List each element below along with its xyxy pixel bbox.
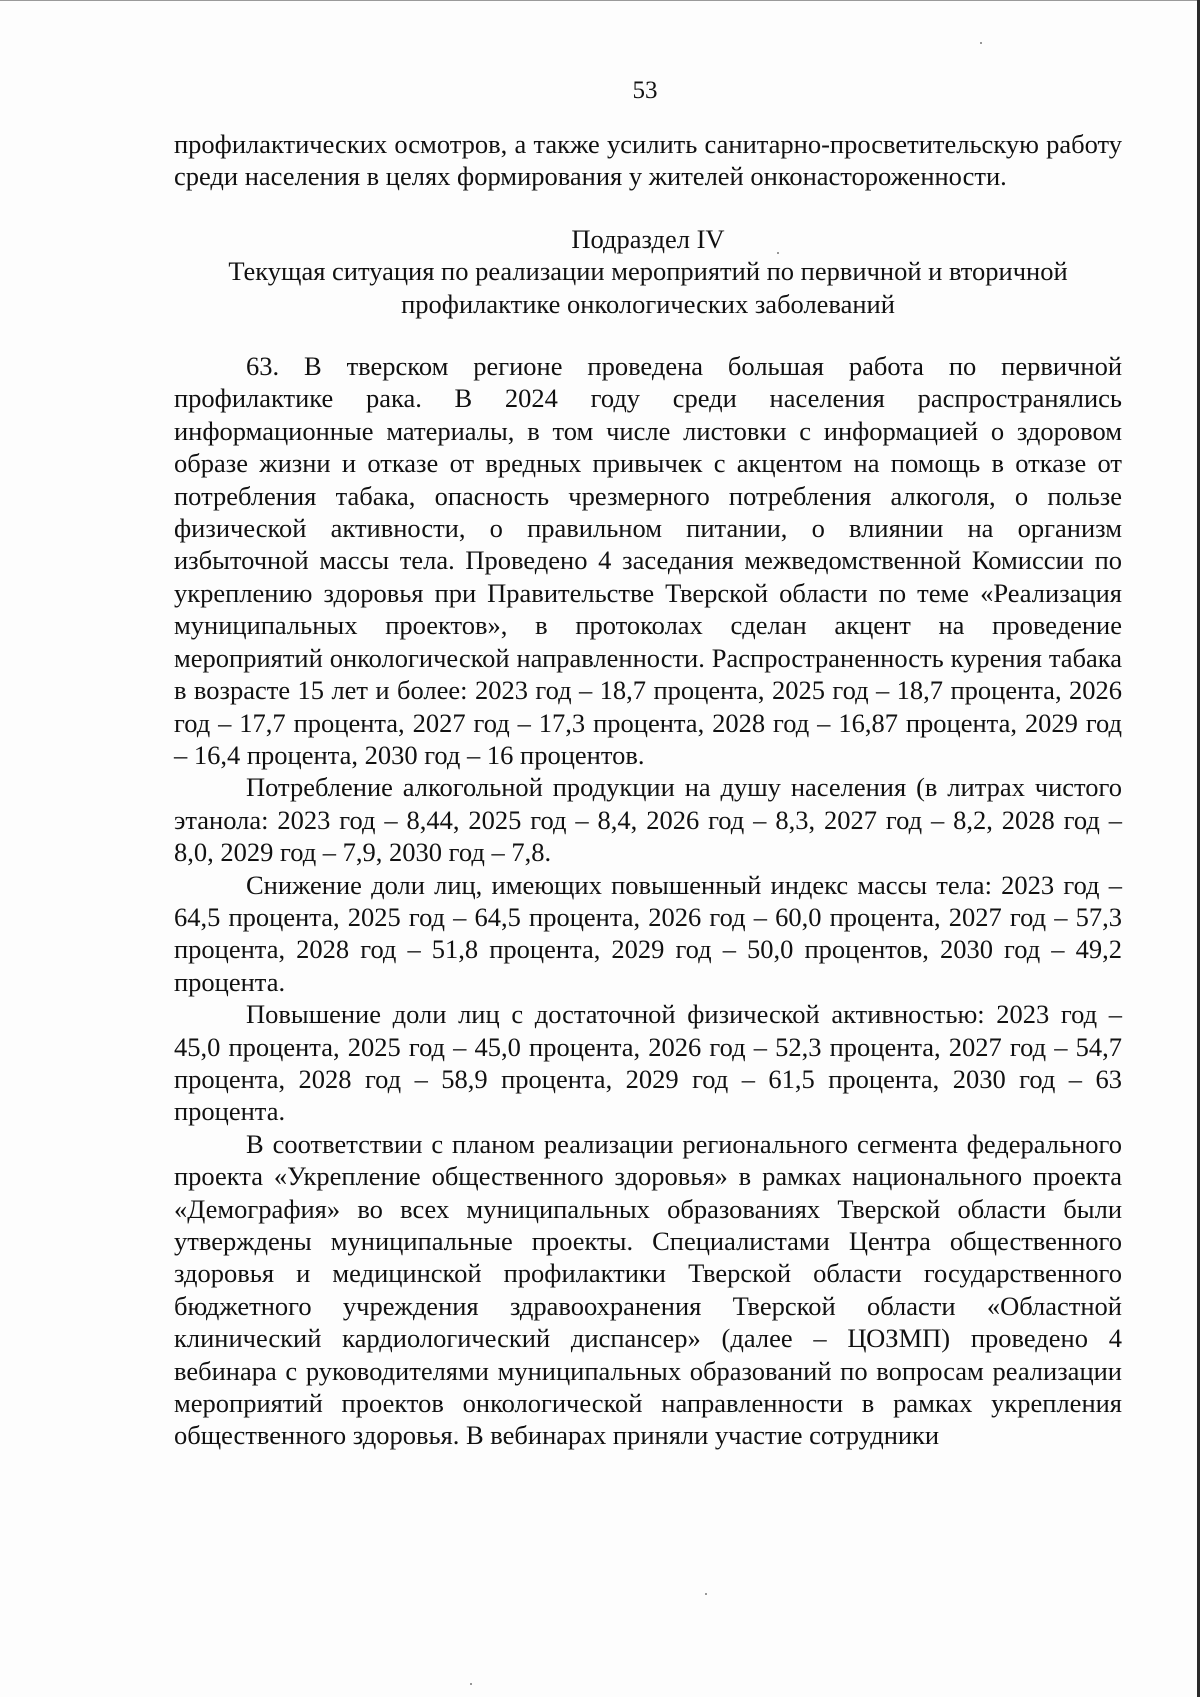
document-body xyxy=(174,128,1122,1452)
paragraph-plan: В соответствии с планом реализации регионального сегмента федерального проекта «Укрепление общественного здоровья» в рамках национального проекта «Демография» во всех муниципальных образованиях Тверской области были утверждены муниципальные проекты. Специалистами Центра общественного здоровья и медицинской профилактики Тверской области государственного бюджетного учреждения здравоохранения Тверской области «Областной клинический кардиологический диспансер» (далее – ЦОЗМП) проведено 4 вебинара с руководителями муниципальных образований по вопросам реализации мероприятий проектов онкологической направленности в рамках укрепления общественного здоровья. В вебинарах приняли участие сотрудники xyxy=(174,1128,1122,1451)
paragraph-63: 63. В тверском регионе проведена большая работа по первичной профилактике рака. В 2024 году среди населения распространялись информационные материалы, в том числе листовки с информацией о здоровом образе жизни и отказе от вредных привычек с акцентом на помощь в отказе от потребления табака, опасность чрезмерного потребления алкоголя, о пользе физической активности, о правильном питании, о влиянии на организм избыточной массы тела. Проведено 4 заседания межведомственной Комиссии по укреплению здоровья при Правительстве Тверской области по теме «Реализация муниципальных проектов», в протоколах сделан акцент на проведение мероприятий онкологической направленности. Распространенность курения табака в возрасте 15 лет и более: 2023 год – 18,7 процента, 2025 год – 18,7 процента, 2026 год – 17,7 процента, 2027 год – 17,3 процента, 2028 год – 16,87 процента, 2029 год – 16,4 процента, 2030 год – 16 процентов. xyxy=(174,351,1122,770)
paragraph-alcohol: Потребление алкогольной продукции на душу населения (в литрах чистого этанола: 2023 год – 8,44, 2025 год – 8,4, 2026 год – 8,3, 2027 год – 8,2, 2028 год – 8,0, 2029 год – 7,9, 2030 год – 7,8. xyxy=(174,772,1122,868)
scan-edge-top xyxy=(0,0,1200,1)
subsection-title: Подраздел IV xyxy=(571,223,725,254)
paragraph-activity: Повышение доли лиц с достаточной физической активностью: 2023 год – 45,0 процента, 2025 год – 45,0 процента, 2026 год – 52,3 процента, 2027 год – 54,7 процента, 2028 год – 58,9 процента, 2029 год – 61,5 процента, 2030 год – 63 процента. xyxy=(174,999,1122,1127)
paragraph-bmi: Снижение доли лиц, имеющих повышенный индекс массы тела: 2023 год – 64,5 процента, 2025 год – 64,5 процента, 2026 год – 60,0 процента, 2027 год – 57,3 процента, 2028 год – 51,8 процента, 2029 год – 50,0 процентов, 2030 год – 49,2 процента. xyxy=(174,869,1122,997)
page-number: 53 xyxy=(632,77,658,104)
scan-speck xyxy=(705,1593,707,1595)
subsection-heading: Текущая ситуация по реализации мероприятий по первичной и вторичной профилактике онкологических заболеваний xyxy=(228,256,1068,319)
scan-speck xyxy=(980,42,982,44)
paragraph-continuation: профилактических осмотров, а также усилить санитарно-просветительскую работу среди населения в целях формирования у жителей онконастороженности. xyxy=(174,129,1122,192)
scan-speck xyxy=(470,1683,472,1685)
